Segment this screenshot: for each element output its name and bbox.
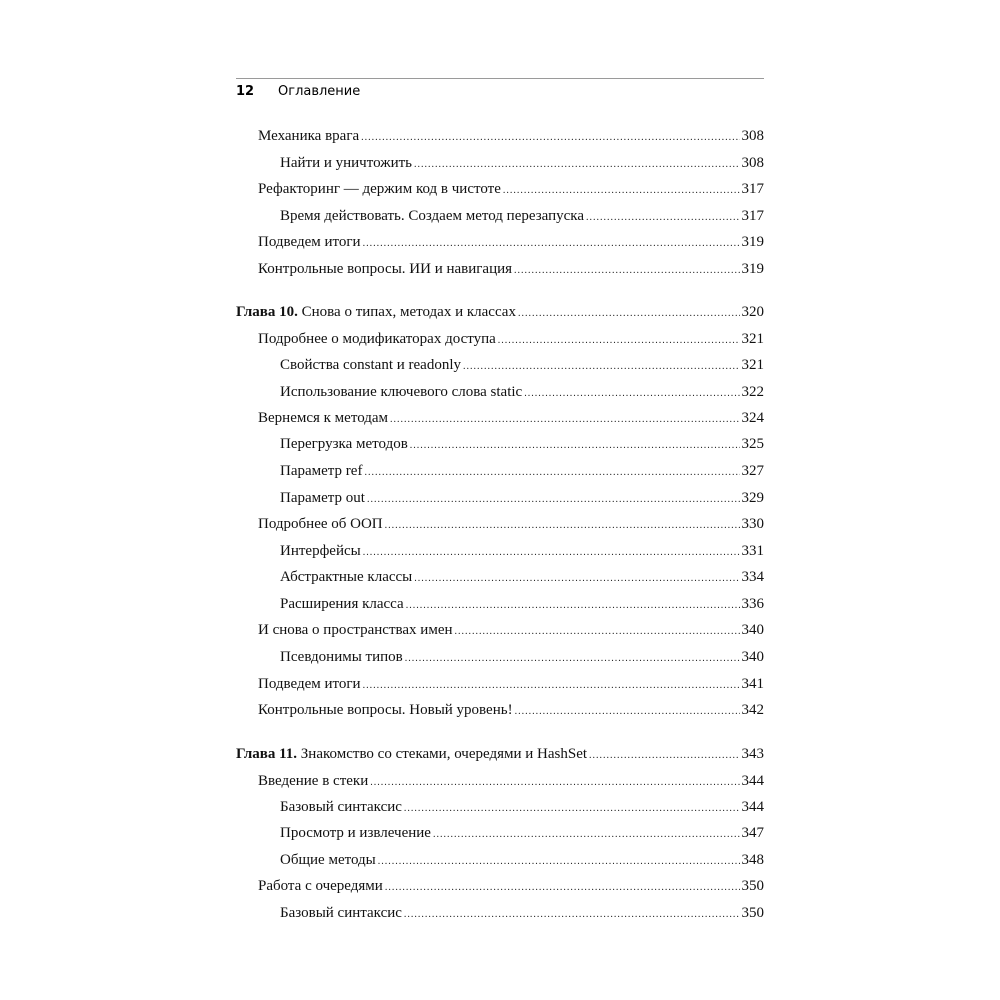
dot-leader bbox=[405, 653, 740, 664]
entry-title-text: Псевдонимы типов bbox=[280, 649, 403, 665]
toc-entry bbox=[236, 155, 764, 177]
toc-page-number: 340 bbox=[741, 622, 764, 638]
dot-leader bbox=[524, 388, 739, 399]
entry-title-text: Время действовать. Создаем метод перезапуска bbox=[280, 208, 584, 224]
dot-leader bbox=[364, 467, 739, 478]
toc-entry-title bbox=[258, 773, 368, 790]
entry-title-text: Параметр ref bbox=[280, 463, 363, 479]
toc-page-number: 334 bbox=[741, 569, 764, 585]
toc-entry bbox=[236, 410, 764, 432]
entry-title-text: Подробнее об ООП bbox=[258, 516, 383, 532]
toc-entry bbox=[236, 878, 764, 900]
toc-entry bbox=[236, 357, 764, 379]
entry-title-text: Контрольные вопросы. ИИ и навигация bbox=[258, 261, 513, 277]
entry-title-text: Общие методы bbox=[280, 852, 376, 868]
toc-page-number: 348 bbox=[741, 852, 764, 868]
toc-entry-title bbox=[280, 384, 522, 401]
toc-entry bbox=[236, 463, 764, 485]
toc-page-number: 322 bbox=[741, 384, 764, 400]
toc-entry bbox=[236, 825, 764, 847]
toc-page-number: 317 bbox=[741, 208, 764, 224]
toc-entry-title bbox=[258, 878, 383, 895]
dot-leader bbox=[385, 520, 740, 531]
entry-title-text: Параметр out bbox=[280, 490, 365, 506]
toc-entry-title bbox=[280, 436, 408, 453]
toc-page-number: 331 bbox=[741, 543, 764, 559]
toc-page-number: 347 bbox=[741, 825, 764, 841]
toc-entry bbox=[236, 905, 764, 927]
toc-entry-title bbox=[280, 649, 403, 666]
toc-entry bbox=[236, 773, 764, 795]
toc-page-number: 329 bbox=[741, 490, 764, 506]
entry-title-text: Введение в стеки bbox=[258, 773, 369, 789]
entry-title-text: Механика врага bbox=[258, 128, 360, 144]
toc-entry bbox=[236, 676, 764, 698]
toc-entry-title bbox=[258, 331, 496, 348]
toc-page-number: 344 bbox=[741, 799, 764, 815]
entry-title-text: Просмотр и извлечение bbox=[280, 825, 431, 841]
toc-entry bbox=[236, 569, 764, 591]
toc-page-number: 330 bbox=[741, 516, 764, 532]
toc-entry bbox=[236, 799, 764, 821]
toc-entry bbox=[236, 622, 764, 644]
entry-title-text: Расширения класса bbox=[280, 596, 404, 612]
dot-leader bbox=[370, 777, 739, 788]
toc-entry-title bbox=[258, 702, 513, 719]
toc-page-number: 321 bbox=[741, 357, 764, 373]
toc-entry-title bbox=[258, 128, 359, 145]
toc-chapter-entry bbox=[236, 746, 764, 768]
dot-leader bbox=[455, 626, 740, 637]
entry-title-text: Абстрактные классы bbox=[280, 569, 413, 585]
dot-leader bbox=[515, 706, 740, 717]
toc-entry bbox=[236, 181, 764, 203]
toc-entry-title bbox=[280, 905, 402, 922]
entry-title-text: Использование ключевого слова static bbox=[280, 384, 523, 400]
toc-page-number: 342 bbox=[741, 702, 764, 718]
toc-page-number: 350 bbox=[741, 905, 764, 921]
dot-leader bbox=[410, 440, 740, 451]
running-header bbox=[236, 84, 360, 102]
toc-page-number: 340 bbox=[741, 649, 764, 665]
entry-title-text: Знакомство со стеками, очередями и HashSet bbox=[300, 746, 588, 762]
dot-leader bbox=[404, 909, 740, 920]
toc-page-number: 344 bbox=[741, 773, 764, 789]
toc-entry-title bbox=[280, 569, 412, 586]
toc-entry-title bbox=[280, 852, 376, 869]
header-rule bbox=[236, 78, 764, 79]
toc-entry bbox=[236, 208, 764, 230]
toc-entry-title bbox=[236, 746, 587, 763]
dot-leader bbox=[414, 159, 740, 170]
entry-title-text: Вернемся к методам bbox=[258, 410, 389, 426]
toc-entry-title bbox=[258, 181, 501, 198]
toc-entry-title bbox=[280, 463, 362, 480]
toc-page-number: 319 bbox=[741, 261, 764, 277]
entry-title-text: Интерфейсы bbox=[280, 543, 361, 559]
entry-title-text: Подробнее о модификаторах доступа bbox=[258, 331, 496, 347]
toc-entry-title bbox=[258, 410, 388, 427]
entry-title-text: Контрольные вопросы. Новый уровень! bbox=[258, 702, 513, 718]
dot-leader bbox=[385, 882, 740, 893]
dot-leader bbox=[589, 750, 739, 761]
toc-entry-title bbox=[258, 261, 512, 278]
toc-entry-title bbox=[236, 304, 516, 321]
entry-title-text: Перегрузка методов bbox=[280, 436, 408, 452]
entry-title-text: Найти и уничтожить bbox=[280, 155, 412, 171]
toc-page-number: 350 bbox=[741, 878, 764, 894]
dot-leader bbox=[463, 361, 739, 372]
toc-entry-title bbox=[258, 516, 383, 533]
dot-leader bbox=[498, 335, 740, 346]
dot-leader bbox=[367, 494, 740, 505]
toc-entry-title bbox=[280, 490, 365, 507]
dot-leader bbox=[390, 414, 739, 425]
toc-entry bbox=[236, 490, 764, 512]
entry-title-text: Базовый синтаксис bbox=[280, 799, 402, 815]
toc-page-number: 327 bbox=[741, 463, 764, 479]
toc-chapter-entry bbox=[236, 304, 764, 326]
toc-page-number: 325 bbox=[741, 436, 764, 452]
dot-leader bbox=[406, 600, 740, 611]
toc-entry bbox=[236, 331, 764, 353]
dot-leader bbox=[514, 265, 739, 276]
toc-entry bbox=[236, 596, 764, 618]
toc-page-number: 320 bbox=[741, 304, 764, 320]
toc-page-number: 336 bbox=[741, 596, 764, 612]
entry-title-text: Работа с очередями bbox=[258, 878, 383, 894]
entry-title-text: Подведем итоги bbox=[258, 234, 361, 250]
dot-leader bbox=[363, 680, 740, 691]
dot-leader bbox=[404, 803, 740, 814]
entry-title-text: Базовый синтаксис bbox=[280, 905, 402, 921]
toc-page-number: 343 bbox=[741, 746, 764, 762]
entry-title-text: Рефакторинг — держим код в чистоте bbox=[258, 181, 501, 197]
dot-leader bbox=[363, 547, 740, 558]
dot-leader bbox=[586, 212, 740, 223]
section-title: Оглавление bbox=[278, 84, 361, 99]
toc-entry bbox=[236, 436, 764, 458]
toc-page-number: 317 bbox=[741, 181, 764, 197]
toc-entry-title bbox=[280, 357, 461, 374]
toc-entry bbox=[236, 128, 764, 150]
toc-page-number: 324 bbox=[741, 410, 764, 426]
toc-page-number: 319 bbox=[741, 234, 764, 250]
toc-entry bbox=[236, 384, 764, 406]
toc-entry-title bbox=[280, 596, 404, 613]
entry-title-text: Подведем итоги bbox=[258, 676, 361, 692]
toc-page-number: 341 bbox=[741, 676, 764, 692]
entry-title-text: И снова о пространствах имен bbox=[258, 622, 453, 638]
dot-leader bbox=[378, 856, 740, 867]
toc-entry bbox=[236, 649, 764, 671]
toc-page-number: 308 bbox=[741, 155, 764, 171]
entry-title-text: Свойства constant и readonly bbox=[280, 357, 462, 373]
toc-entry-title bbox=[258, 234, 361, 251]
page-number: 12 bbox=[236, 84, 255, 99]
toc-entry-title bbox=[280, 208, 584, 225]
toc-entry bbox=[236, 516, 764, 538]
toc-entry-title bbox=[258, 622, 453, 639]
dot-leader bbox=[433, 829, 740, 840]
dot-leader bbox=[361, 132, 739, 143]
chapter-label: Глава 10. bbox=[236, 304, 298, 320]
toc-entry bbox=[236, 543, 764, 565]
toc-entry-title bbox=[258, 676, 361, 693]
toc-entry bbox=[236, 702, 764, 724]
toc-page-number: 308 bbox=[741, 128, 764, 144]
dot-leader bbox=[518, 308, 740, 319]
chapter-label: Глава 11. bbox=[236, 746, 298, 762]
dot-leader bbox=[503, 185, 740, 196]
dot-leader bbox=[414, 573, 739, 584]
toc-entry bbox=[236, 852, 764, 874]
toc-entry-title bbox=[280, 155, 412, 172]
toc-entry bbox=[236, 234, 764, 256]
toc-entry-title bbox=[280, 825, 431, 842]
toc-entry bbox=[236, 261, 764, 283]
dot-leader bbox=[363, 238, 740, 249]
toc-page-number: 321 bbox=[741, 331, 764, 347]
toc-entry-title bbox=[280, 543, 361, 560]
entry-title-text: Снова о типах, методах и классах bbox=[301, 304, 516, 320]
toc-entry-title bbox=[280, 799, 402, 816]
